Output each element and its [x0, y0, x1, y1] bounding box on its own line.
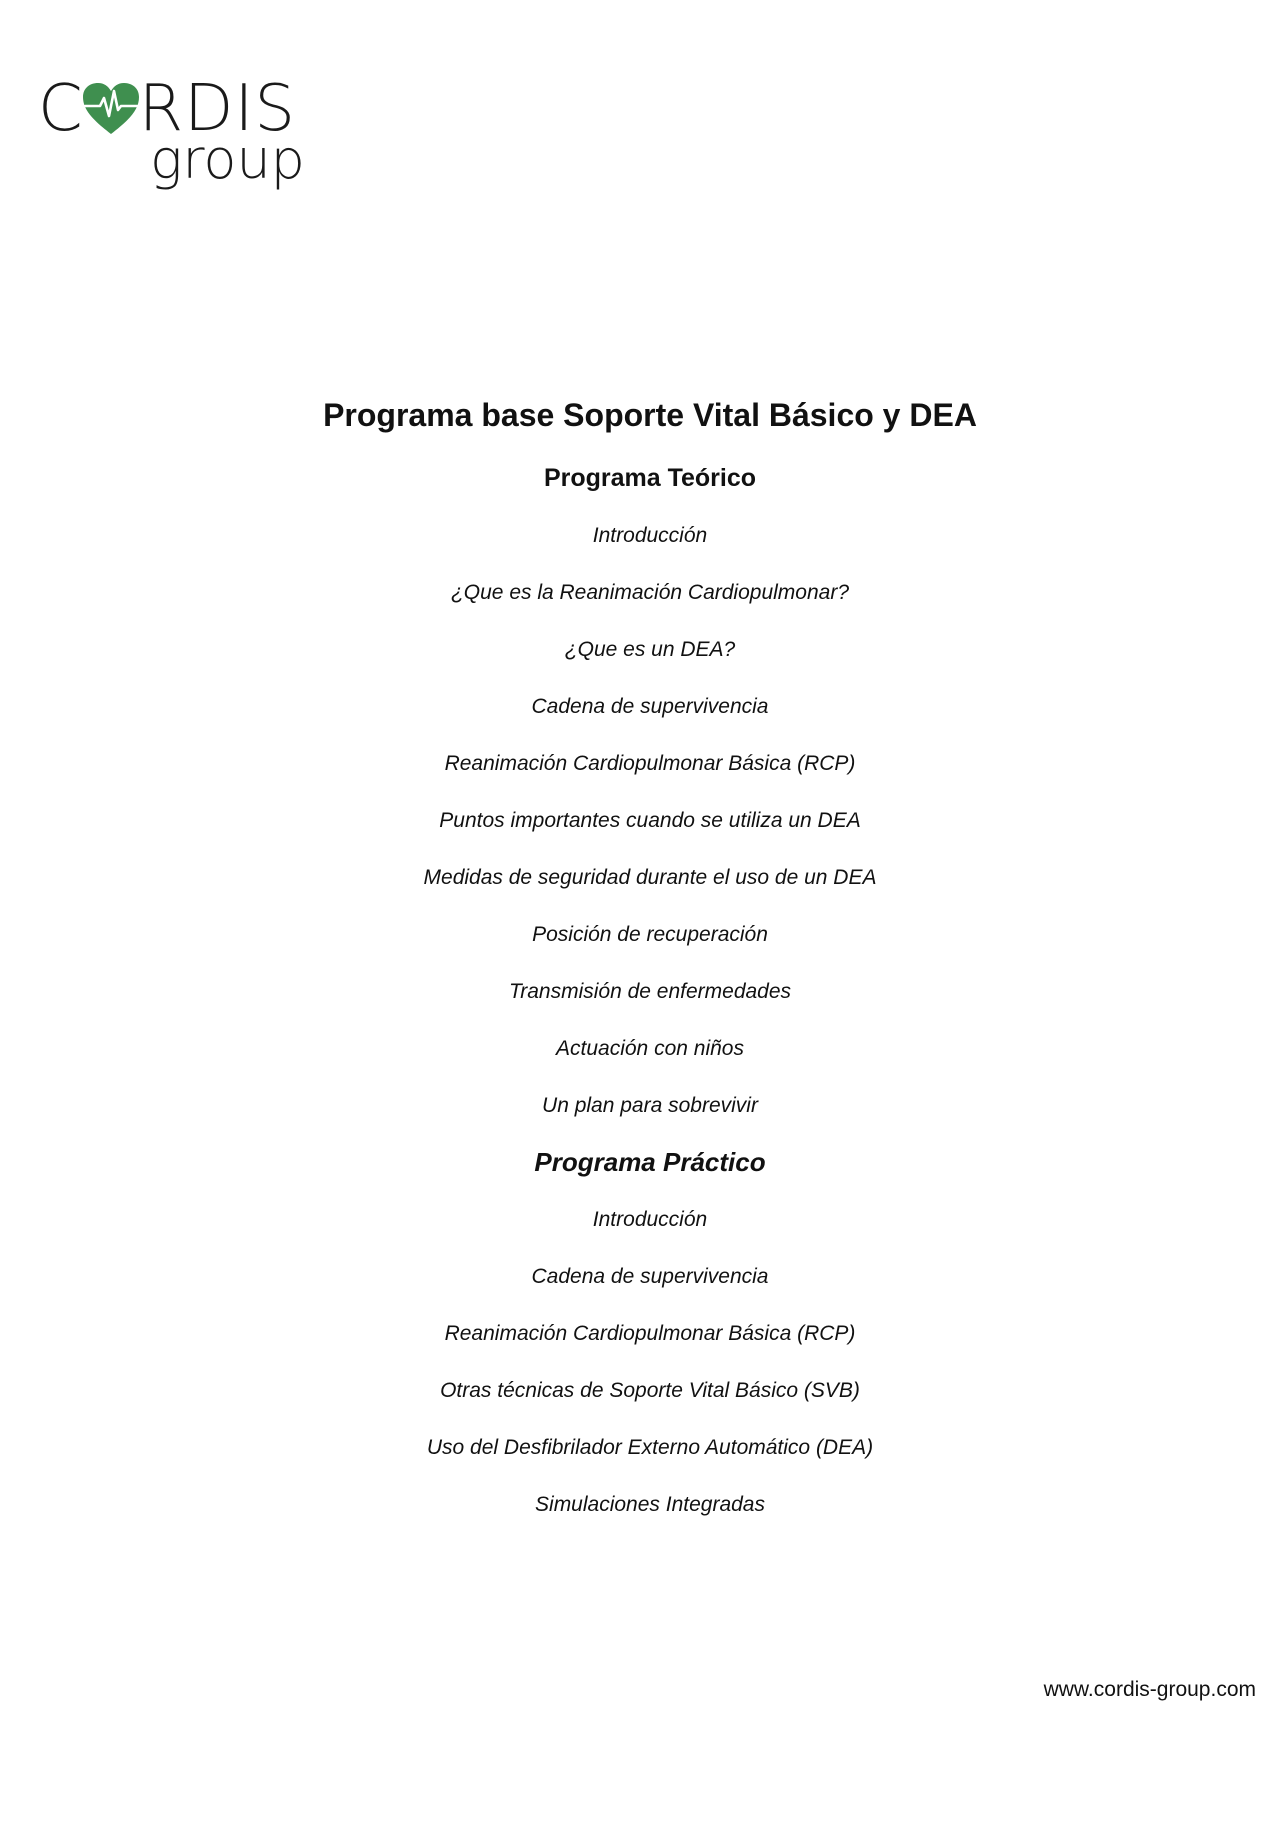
list-item-theory: Actuación con niños [556, 1037, 744, 1060]
list-item-theory: Cadena de supervivencia [531, 695, 769, 718]
list-item-theory: ¿Que es un DEA? [564, 638, 736, 661]
list-item-practice: Introducción [592, 1208, 708, 1231]
logo-letters-rdis: RDIS [138, 72, 296, 146]
section-heading-practice: Programa Práctico [534, 1147, 766, 1177]
heart-pulse-icon [81, 82, 141, 136]
list-item-theory: Reanimación Cardiopulmonar Básica (RCP) [444, 752, 856, 775]
list-item-theory: Introducción [592, 524, 708, 547]
cordis-group-logo [38, 72, 318, 191]
page-title: Programa base Soporte Vital Básico y DEA [323, 397, 977, 433]
logo-letter-c: C [38, 72, 84, 146]
list-item-theory: Posición de recuperación [532, 923, 768, 946]
list-item-theory: Transmisión de enfermedades [508, 980, 792, 1003]
list-item-theory: Puntos importantes cuando se utiliza un DEA [439, 809, 861, 832]
list-item-practice: Cadena de supervivencia [531, 1265, 769, 1288]
list-item-theory: Un plan para sobrevivir [542, 1094, 758, 1117]
section-heading-theory: Programa Teórico [543, 464, 757, 492]
list-item-practice: Otras técnicas de Soporte Vital Básico (SVB) [440, 1379, 860, 1402]
list-item-practice: Uso del Desfibrilador Externo Automático (DEA) [426, 1436, 874, 1459]
list-item-practice: Reanimación Cardiopulmonar Básica (RCP) [444, 1322, 856, 1345]
list-item-practice: Simulaciones Integradas [535, 1493, 765, 1516]
logo-wordmark-bottom: group [150, 128, 305, 191]
list-item-theory: ¿Que es la Reanimación Cardiopulmonar? [450, 581, 850, 604]
list-item-theory: Medidas de seguridad durante el uso de un DEA [423, 866, 877, 889]
footer-website-link[interactable]: www.cordis-group.com [1043, 1678, 1256, 1701]
